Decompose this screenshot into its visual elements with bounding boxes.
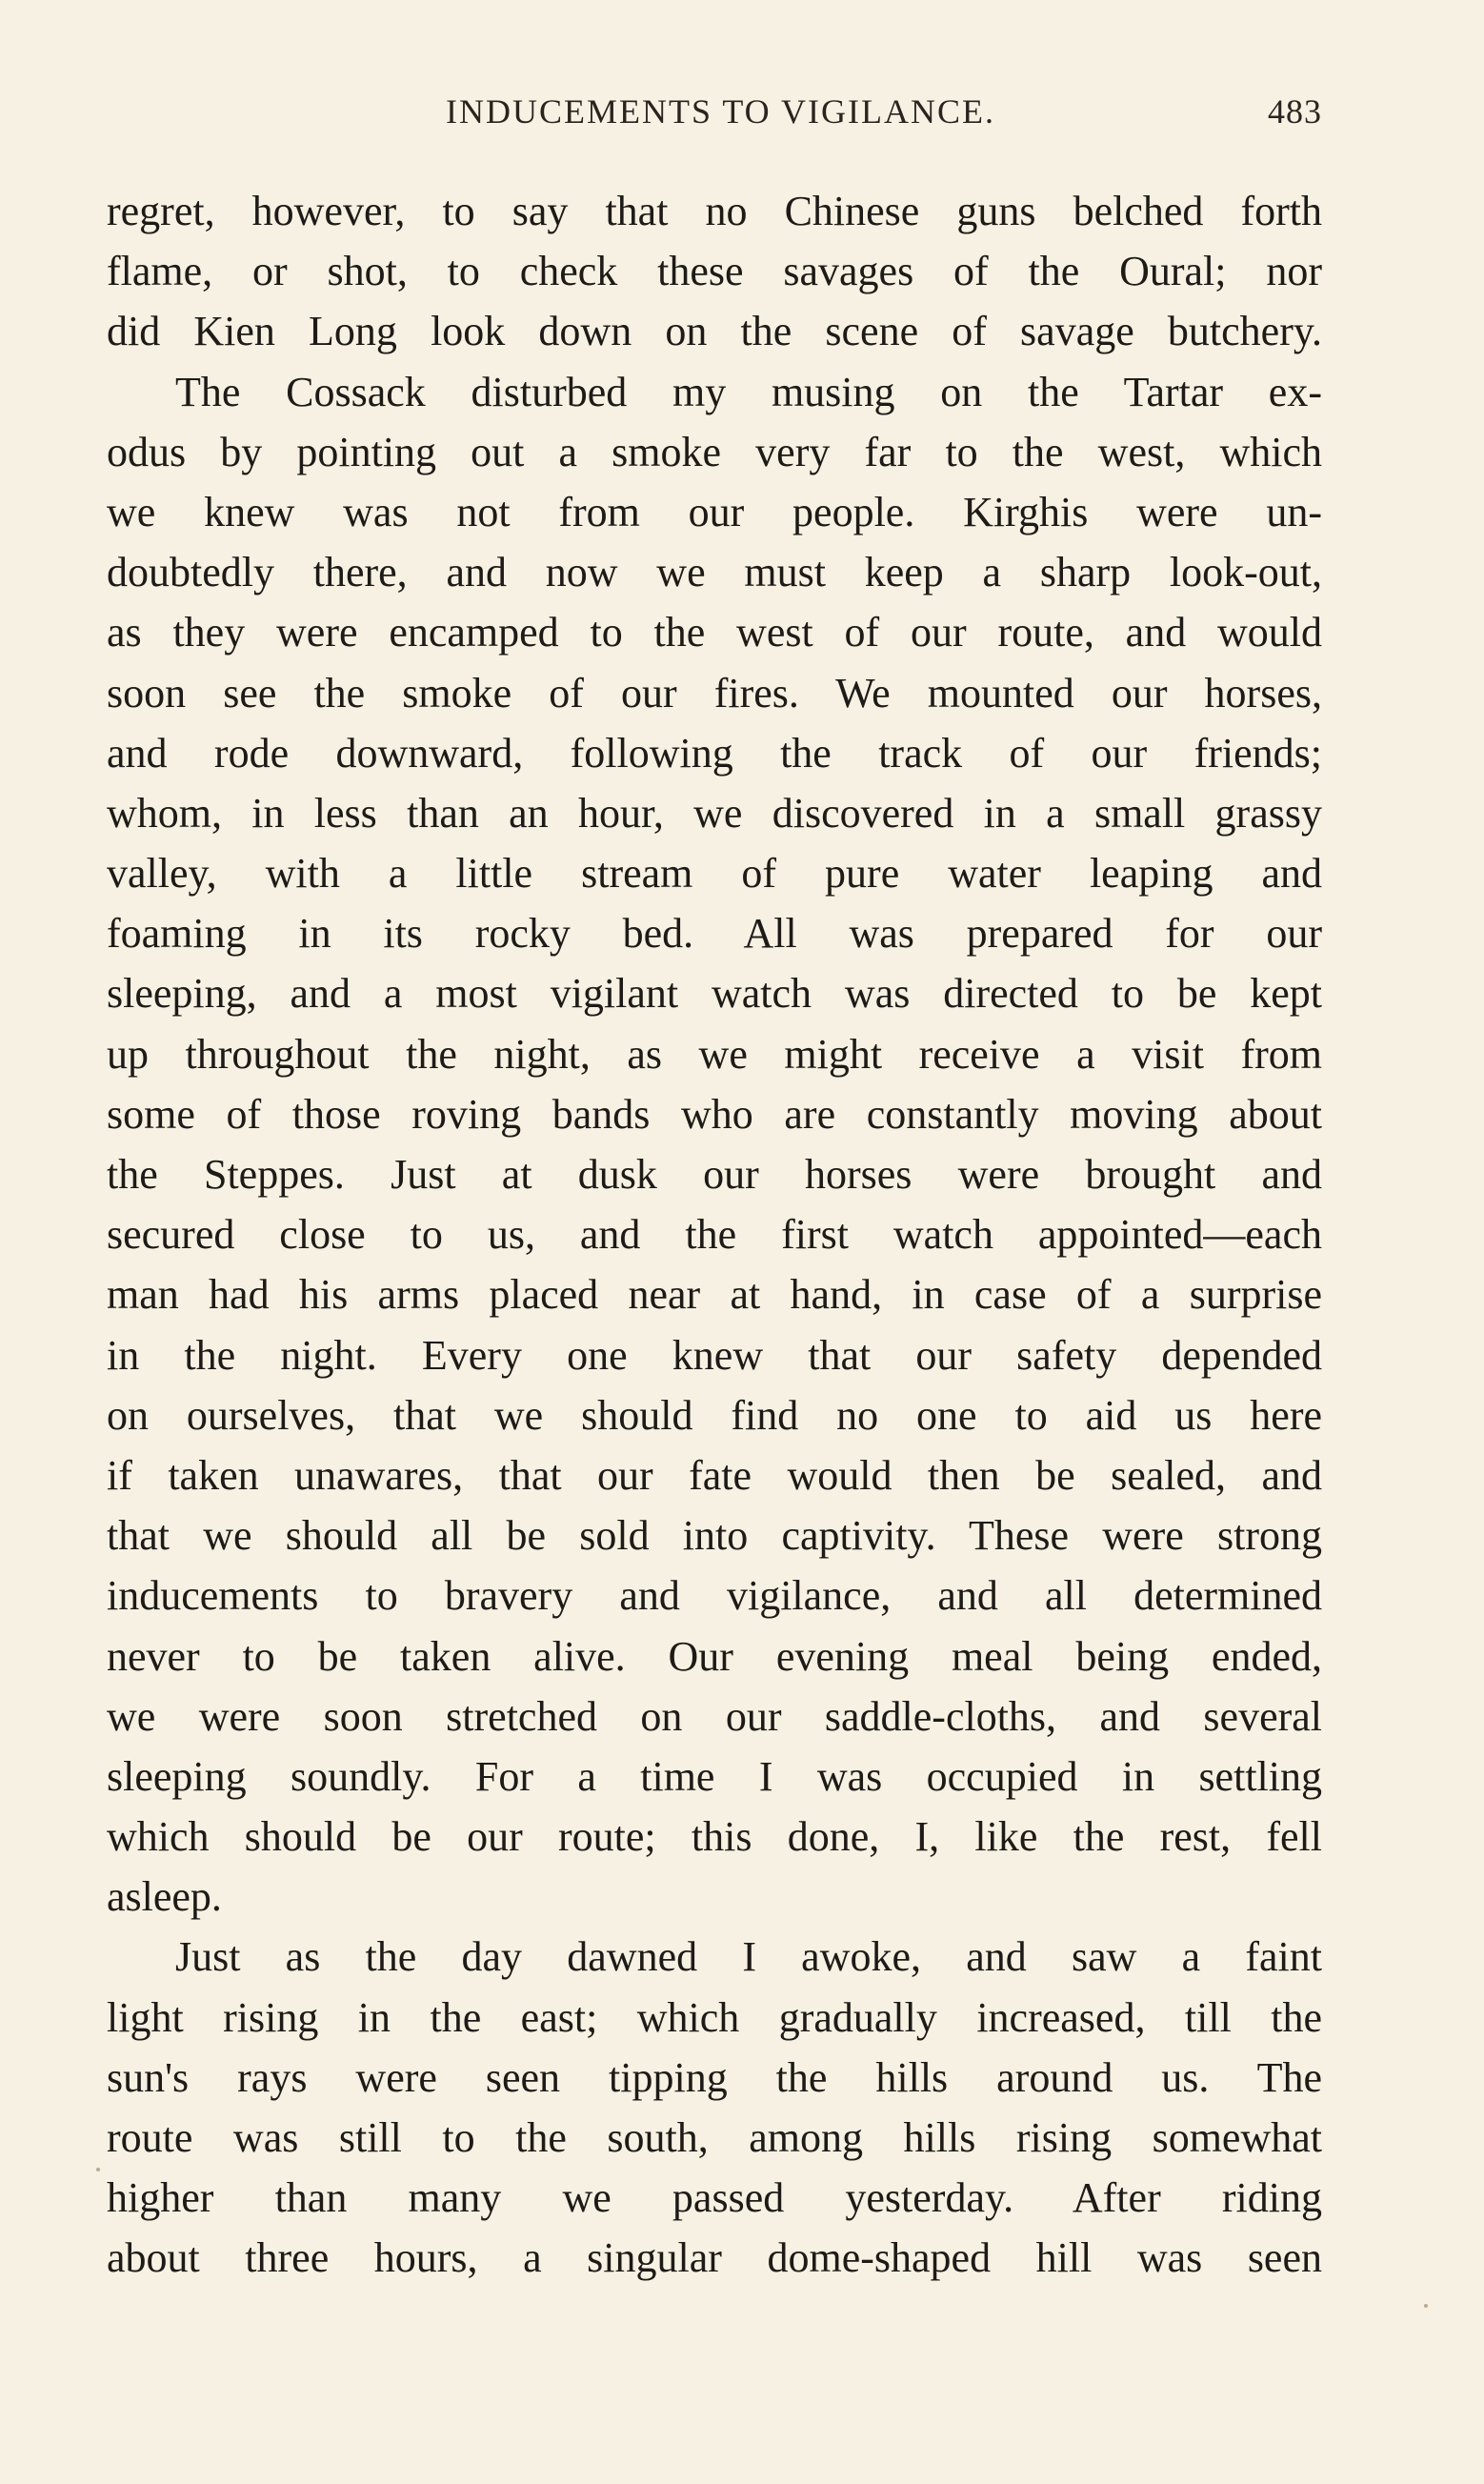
text-line: in the night. Every one knew that our safety depended <box>107 1331 1322 1379</box>
text-line: some of those roving bands who are constantly moving about <box>107 1090 1322 1138</box>
body-text <box>107 181 1322 2289</box>
text-line: as they were encamped to the west of our route, and would <box>107 609 1322 656</box>
text-line: secured close to us, and the first watch appointed—each <box>107 1211 1322 1259</box>
text-line: The Cossack disturbed my musing on the Tartar ex- <box>175 368 1322 415</box>
text-line: on ourselves, that we should find no one to aid us here <box>107 1391 1322 1439</box>
text-line: soon see the smoke of our fires. We mounted our horses, <box>107 669 1322 717</box>
text-line: Just as the day dawned I awoke, and saw a faint <box>175 1933 1322 1981</box>
text-line: up throughout the night, as we might receive a visit from <box>107 1030 1322 1078</box>
text-line: about three hours, a singular dome-shaped hill was seen <box>107 2234 1322 2282</box>
running-head <box>107 91 1322 139</box>
text-line: did Kien Long look down on the scene of savage butchery. <box>107 308 1322 355</box>
text-line: light rising in the east; which gradually increased, till the <box>107 1993 1322 2041</box>
text-line: route was still to the south, among hills rising somewhat <box>107 2114 1322 2161</box>
text-line: man had his arms placed near at hand, in case of a surprise <box>107 1271 1322 1319</box>
text-line: sleeping soundly. For a time I was occupied in settling <box>107 1752 1322 1800</box>
paper-speck <box>1424 2304 1428 2308</box>
text-line: the Steppes. Just at dusk our horses were brought and <box>107 1151 1322 1198</box>
page-number: 483 <box>1268 92 1322 131</box>
text-line: we were soon stretched on our saddle-cloths, and several <box>107 1692 1322 1740</box>
text-line: higher than many we passed yesterday. After riding <box>107 2174 1322 2222</box>
text-line: flame, or shot, to check these savages of the Oural; nor <box>107 248 1322 295</box>
text-line: that we should all be sold into captivity. These were strong <box>107 1512 1322 1560</box>
text-line: never to be taken alive. Our evening meal being ended, <box>107 1632 1322 1680</box>
text-line: we knew was not from our people. Kirghis were un- <box>107 488 1322 535</box>
text-line: doubtedly there, and now we must keep a sharp look-out, <box>107 549 1322 596</box>
text-line: sun's rays were seen tipping the hills around us. The <box>107 2053 1322 2101</box>
text-line: which should be our route; this done, I, like the rest, fell <box>107 1813 1322 1861</box>
text-line: sleeping, and a most vigilant watch was directed to be kept <box>107 970 1322 1018</box>
paper-speck <box>96 2168 100 2171</box>
text-line: foaming in its rocky bed. All was prepared for our <box>107 910 1322 958</box>
text-line: valley, with a little stream of pure water leaping and <box>107 850 1322 898</box>
text-line: inducements to bravery and vigilance, and all determined <box>107 1572 1322 1620</box>
text-line: regret, however, to say that no Chinese guns belched forth <box>107 188 1322 234</box>
text-line: if taken unawares, that our fate would then be sealed, and <box>107 1451 1322 1499</box>
text-line: odus by pointing out a smoke very far to the west, which <box>107 428 1322 475</box>
text-line: asleep. <box>107 1873 222 1921</box>
running-title: INDUCEMENTS TO VIGILANCE. <box>446 92 995 131</box>
text-line: and rode downward, following the track of our friends; <box>107 729 1322 777</box>
text-line: whom, in less than an hour, we discovered in a small grassy <box>107 789 1322 837</box>
